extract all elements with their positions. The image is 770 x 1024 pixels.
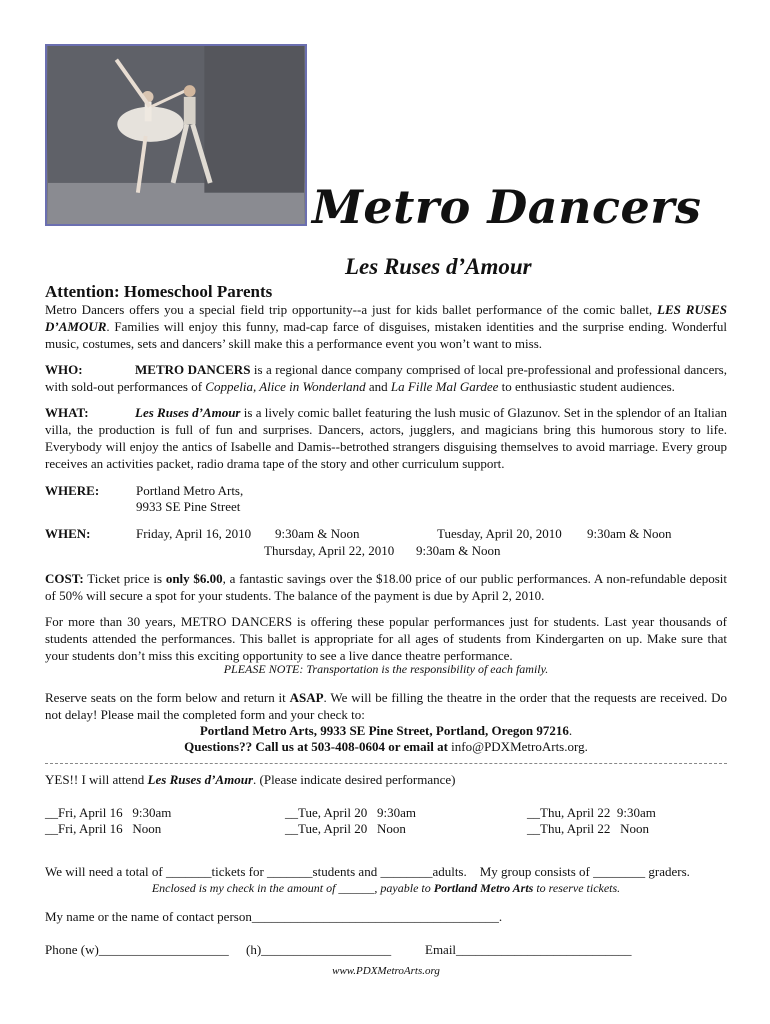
address-period: . [568, 723, 573, 738]
what-ballet-title: Les Ruses d’Amour [135, 405, 241, 420]
option-fri-930[interactable]: __Fri, April 16 9:30am [45, 805, 172, 820]
check-line [45, 880, 727, 897]
who-text-end: to enthusiastic student audiences. [498, 379, 675, 394]
phone-home-field[interactable]: (h)____________________ [246, 942, 392, 957]
questions-text: Questions?? Call us at 503-408-0604 or email at [184, 739, 452, 754]
where-label: WHERE: [45, 483, 100, 498]
what-label: WHAT: [45, 405, 89, 420]
cost-price: only $6.00 [165, 571, 223, 586]
attend-line [45, 771, 456, 788]
who-label: WHO: [45, 362, 83, 377]
when-date-1: Friday, April 16, 2010 [136, 526, 252, 541]
attend-text: YES!! I will attend [45, 772, 148, 787]
check-text-end: to reserve tickets. [533, 881, 621, 895]
ticket-total-field[interactable]: We will need a total of _______tickets for _______students and ________adults. My group consists of ________ graders. [45, 864, 690, 879]
cut-line [45, 763, 727, 764]
who-works: Coppelia, Alice in Wonderland [205, 379, 366, 394]
when-label: WHEN: [45, 526, 91, 541]
reserve-asap: ASAP [289, 690, 324, 705]
footer-website[interactable]: www.PDXMetroArts.org [332, 965, 440, 977]
what-text: is a lively comic ballet featuring the lush music of Glazunov. Set in the splendor of an Italian villa, the production is full of fun and surprises. Dancers, actors, jugglers, and magicians bring this humorous story to life. Everybody will enjoy the antics of Isabelle and Damis--betrothed strangers disguising themselves to avoid marriage. Every group receives an activities packet, radio drama tape of the story and other curriculum support. [45, 405, 727, 471]
when-time-1: 9:30am & Noon [275, 526, 360, 541]
where-line-1: Portland Metro Arts, [136, 483, 244, 498]
who-company: METRO DANCERS [135, 362, 251, 377]
dancers-photo [45, 44, 307, 226]
intro-paragraph [45, 301, 727, 352]
brand-title: Metro Dancers [312, 180, 702, 234]
ballet-subtitle: Les Ruses d’Amour [345, 254, 532, 279]
email-field[interactable]: Email___________________________ [425, 942, 632, 957]
cost-text-end: , a fantastic savings over the $18.00 price of our public performances. A non-refundable deposit of 50% will secure a spot for your students. The balance of the payment is due by April 2, 2010. [45, 571, 727, 603]
when-time-3: 9:30am & Noon [416, 543, 501, 558]
reserve-paragraph [45, 689, 727, 723]
phone-work-field[interactable]: Phone (w)____________________ [45, 942, 229, 957]
cost-paragraph [45, 570, 727, 604]
when-date-2: Tuesday, April 20, 2010 [437, 526, 562, 541]
history-paragraph: For more than 30 years, METRO DANCERS is offering these popular performances just for students. Last year thousands of students attended the performances. This ballet is appropriate for all ages of students from Kindergarten on up. Make sure that your students don’t miss this exciting opportunity to see a live dance theatre performance. [45, 614, 727, 663]
address-text: Portland Metro Arts, 9933 SE Pine Street, Portland, Oregon 97216 [199, 723, 569, 738]
attention-heading: Attention: Homeschool Parents [45, 282, 273, 301]
cost-text: Ticket price is [83, 571, 166, 586]
ballet-dancers-image [47, 46, 305, 224]
reserve-text-end: . We will be filling the theatre in the order that the requests are received. Do not delay! Please mail the completed form and your check to: [45, 690, 727, 722]
attend-instruction: . (Please indicate desired performance) [253, 772, 456, 787]
cost-label: COST: [45, 571, 84, 586]
what-paragraph [45, 404, 727, 472]
check-payee: Portland Metro Arts [433, 881, 534, 895]
attend-ballet-title: Les Ruses d’Amour [147, 772, 254, 787]
option-tue-noon[interactable]: __Tue, April 20 Noon [285, 821, 406, 836]
who-work-third: La Fille Mal Gardee [390, 379, 499, 394]
when-date-3: Thursday, April 22, 2010 [264, 543, 395, 558]
who-paragraph [45, 361, 727, 395]
intro-text-end: . Families will enjoy this funny, mad-cap farce of disguises, mistaken identities and the surprise ending. Wonderful music, costumes, sets and dancers’ skill make this a performance event you won’t want to miss. [45, 319, 727, 351]
questions-line [45, 738, 727, 755]
intro-text: Metro Dancers offers you a special field trip opportunity--a just for kids ballet performance of the comic ballet, [45, 302, 658, 317]
mailing-address [45, 722, 727, 739]
transportation-note: PLEASE NOTE: Transportation is the responsibility of each family. [223, 662, 549, 676]
who-and: and [365, 379, 391, 394]
who-text: is a regional dance company comprised of local pre-professional and professional dancers, with sold-out performances of [45, 362, 727, 394]
option-thu-noon[interactable]: __Thu, April 22 Noon [527, 821, 650, 836]
where-line-2: 9933 SE Pine Street [136, 499, 241, 514]
check-text[interactable]: Enclosed is my check in the amount of ______, payable to [151, 881, 434, 895]
when-time-2: 9:30am & Noon [587, 526, 672, 541]
option-tue-930[interactable]: __Tue, April 20 9:30am [285, 805, 416, 820]
contact-email[interactable]: info@PDXMetroArts.org. [451, 739, 588, 754]
intro-ballet-title: LES RUSES D’AMOUR [45, 302, 727, 334]
option-thu-930[interactable]: __Thu, April 22 9:30am [527, 805, 656, 820]
contact-person-field[interactable]: My name or the name of contact person______________________________________. [45, 909, 503, 924]
option-fri-noon[interactable]: __Fri, April 16 Noon [45, 821, 162, 836]
reserve-text: Reserve seats on the form below and return it [45, 690, 290, 705]
